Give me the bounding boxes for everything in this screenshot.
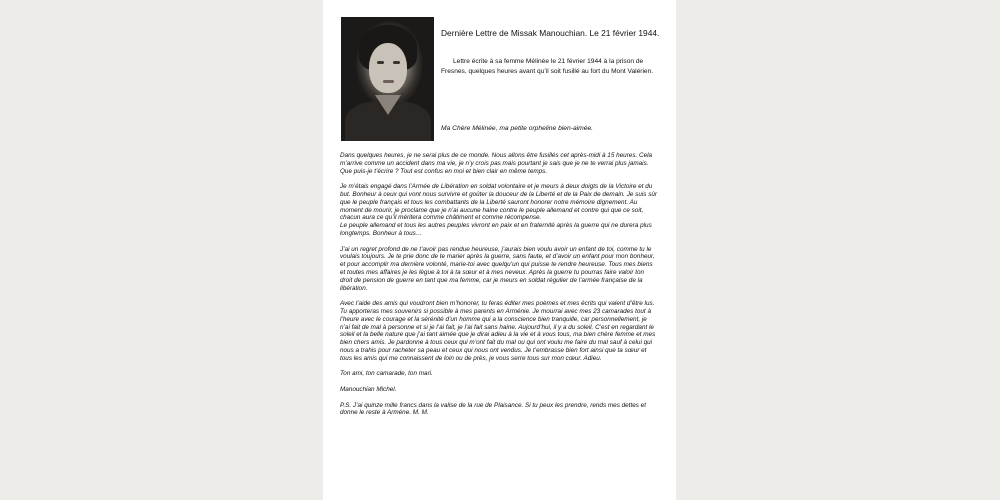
portrait-face (369, 43, 407, 93)
letter-paragraph-1: Dans quelques heures, je ne serai plus de ce monde. Nous allons être fusillés cet après-midi à 15 heures. Cela m’arrive comme un accident dans ma vie, je n’y crois pas mais pourtant je sais que je ne te verrai plus jamais. (340, 152, 653, 167)
letter-postscript: P.S. J’ai quinze mille francs dans la valise de la rue de Plaisance. Si tu peux les prendre, rends mes dettes et donne le reste à Arméne. M. M. (340, 401, 646, 417)
letter-paragraph-6: Avec l’aide des amis qui voudront bien m’honorer, tu feras éditer mes poèmes et mes écrits qui valent d’être lus. Tu apporteras mes souvenirs si possible à mes parents en Arménie. Je mourrai avec mes 23 camarades tout à l’heure avec le courage et la sérénité d’un homme qui a la conscience bien tranquille, car personnellement, je n’ai fait de mal à personne et si je l’ai fait, je l’ai fait sans haine. Aujourd’hui, il y a du soleil. C’est en regardant le soleil et la belle nature que j’ai tant aimée que je dirai adieu à la vie et à vous tous, ma bien chère femme et mes bien chers amis. Je pardonne à tous ceux qui m’ont fait du mal ou qui ont voulu me faire du mal sauf à celui qui nous a trahis pour racheter sa peau et ceux qui nous ont vendus. Je t’embrasse bien fort ainsi que ta sœur et tous les amis qui me connaissent de loin ou de près, je vous serre tous sur mon cœur. Adieu. (340, 300, 656, 362)
document-page (323, 0, 676, 500)
letter-salutation: Ma Chère Mélinée, ma petite orpheline bien-aimée. (441, 125, 594, 132)
letter-paragraph-2: Que puis-je t’écrire ? Tout est confus en moi et bien clair en même temps. (340, 167, 548, 175)
document-intro: Lettre écrite à sa femme Mélinée le 21 février 1944 à la prison de Fresnes, quelques heures avant qu’il soit fusillé au fort du Mont Valérien. (441, 58, 654, 75)
letter-body (340, 152, 658, 425)
letter-paragraph-4: Le peuple allemand et tous les autres peuples vivront en paix et en fraternité après la guerre qui ne durera plus longtemps. Bonheur à tous… (340, 222, 652, 237)
letter-paragraph-5: J’ai un regret profond de ne t’avoir pas rendue heureuse, j’aurais bien voulu avoir un enfant de toi, comme tu le voulais toujours. Je te prie donc de te marier après la guerre, sans faute, et d’avoir un enfant pour mon bonheur, et pour accomplir ma dernière volonté, marie-toi avec quelqu’un qui puisse te rendre heureuse. Tous mes biens et toutes mes affaires je les lègue à toi à ta sœur et à mes neveux. Après la guerre tu pourras faire valoir ton droit de pension de guerre en tant que ma femme, car je meurs en soldat régulier de l’armée française de la libération. (340, 245, 655, 292)
portrait-eye-right (393, 61, 400, 64)
letter-signature: Manouchian Michel. (340, 385, 397, 393)
document-title: Dernière Lettre de Missak Manouchian. Le 21 février 1944. (441, 28, 660, 38)
portrait-eye-left (377, 61, 384, 64)
portrait-mouth (383, 80, 394, 83)
letter-closing: Ton ami, ton camarade, ton mari. (340, 370, 433, 378)
letter-paragraph-3: Je m’étais engagé dans l’Armée de Libération en soldat volontaire et je meurs à deux doigts de la Victoire et du but. Bonheur à ceux qui vont nous survivre et goûter la douceur de la Liberté et de la Paix de demain. Je suis sûr que le peuple français et tous les combattants de la Liberté sauront honorer notre mémoire dignement. Au moment de mourir, je proclame que je n’ai aucune haine contre le peuple allemand et contre qui que ce soit, chacun aura ce qu’il méritera comme châtiment et comme récompense. (340, 183, 658, 222)
portrait-photo (341, 17, 434, 141)
